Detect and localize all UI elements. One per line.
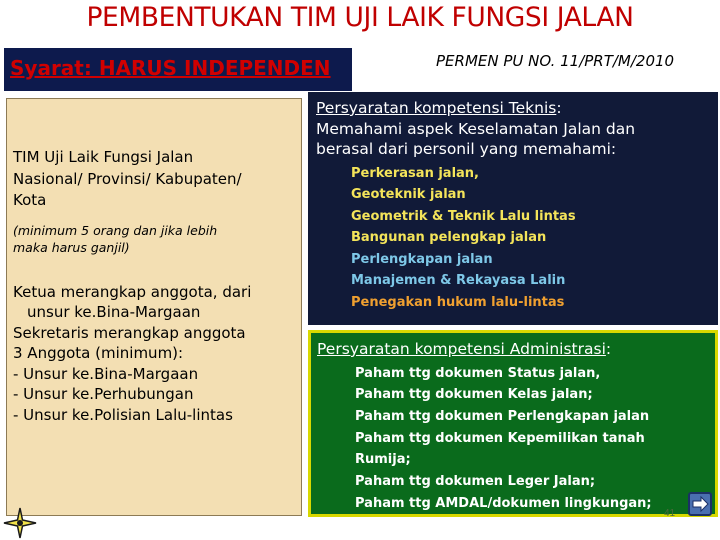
- composition-line: - Unsur ke.Bina-Margaan: [13, 364, 199, 383]
- next-slide-button[interactable]: [688, 492, 712, 516]
- star-ornament-icon: [2, 506, 38, 540]
- team-name: [13, 147, 295, 212]
- administrative-item: Paham ttg dokumen Kelas jalan;: [355, 387, 593, 403]
- administrative-item: Paham ttg dokumen Kepemilikan tanah: [355, 430, 645, 446]
- technical-heading-colon: :: [556, 99, 562, 117]
- technical-item: Geoteknik jalan: [351, 187, 466, 203]
- composition-line: 3 Anggota (minimum):: [13, 344, 184, 362]
- administrative-items-list: [317, 363, 715, 515]
- team-name-line: Nasional/ Provinsi/ Kabupaten/: [13, 169, 242, 188]
- administrative-item: Rumija;: [355, 452, 411, 468]
- technical-intro-line: Memahami aspek Keselamatan Jalan dan: [316, 119, 636, 138]
- page-number: 41: [664, 508, 676, 519]
- composition-line: unsur ke.Bina-Margaan: [27, 303, 201, 321]
- technical-item: Manajemen & Rekayasa Lalin: [351, 273, 566, 289]
- member-note-line: (minimum 5 orang dan jika lebih: [13, 222, 218, 238]
- arrow-right-icon: [690, 494, 710, 514]
- technical-item: Perlengkapan jalan: [351, 251, 493, 267]
- team-composition: [13, 282, 295, 426]
- administrative-item: Paham ttg AMDAL/dokumen lingkungan;: [355, 495, 652, 511]
- administrative-competence-panel: [308, 330, 718, 517]
- administrative-heading-colon: :: [605, 340, 612, 358]
- requirement-text: Syarat: HARUS INDEPENDEN: [10, 56, 331, 80]
- technical-item: Penegakan hukum lalu-lintas: [351, 295, 565, 311]
- team-name-line: TIM Uji Laik Fungsi Jalan: [13, 148, 194, 166]
- composition-line: Sekretaris merangkap anggota: [13, 323, 246, 342]
- administrative-item: Paham ttg dokumen Status jalan,: [355, 365, 601, 381]
- requirement-banner: [4, 48, 352, 91]
- administrative-heading-title: Persyaratan kompetensi Administrasi: [317, 340, 606, 358]
- member-count-note: [13, 222, 295, 256]
- administrative-heading: [317, 339, 715, 360]
- technical-intro-line: berasal dari personil yang memahami:: [316, 140, 617, 158]
- technical-item: Bangunan pelengkap jalan: [351, 230, 547, 246]
- composition-line: - Unsur ke.Perhubungan: [13, 385, 194, 403]
- technical-item: Geometrik & Teknik Lalu lintas: [351, 208, 576, 224]
- member-note-line: maka harus ganjil): [13, 239, 130, 255]
- administrative-item: Paham ttg dokumen Perlengkapan jalan: [355, 408, 650, 424]
- team-panel: [6, 98, 302, 516]
- page-title: PEMBENTUKAN TIM UJI LAIK FUNGSI JALAN: [86, 2, 634, 33]
- team-name-line: Kota: [13, 191, 47, 209]
- technical-competence-panel: [308, 92, 718, 325]
- composition-line: - Unsur ke.Polisian Lalu-lintas: [13, 405, 233, 424]
- technical-item: Perkerasan jalan,: [351, 165, 479, 181]
- regulation-reference: PERMEN PU NO. 11/PRT/M/2010: [436, 52, 675, 70]
- composition-line: Ketua merangkap anggota, dari: [13, 282, 252, 301]
- administrative-item: Paham ttg dokumen Leger Jalan;: [355, 474, 596, 490]
- technical-heading-title: Persyaratan kompetensi Teknis: [316, 99, 557, 117]
- technical-heading: [316, 98, 718, 119]
- technical-items-list: [316, 163, 718, 314]
